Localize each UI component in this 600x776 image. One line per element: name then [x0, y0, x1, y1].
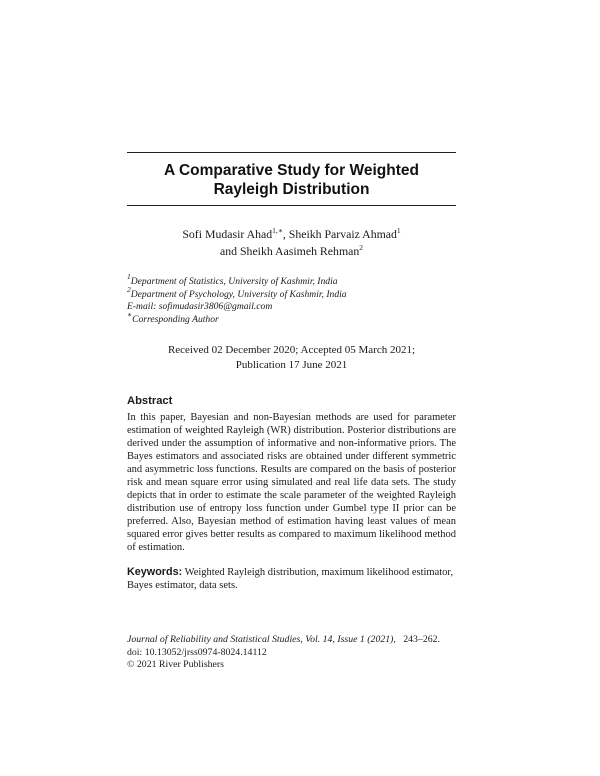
author-email — [127, 301, 467, 314]
author-sup-1: 1,∗ — [272, 226, 283, 235]
page-range: 243–262. — [403, 634, 440, 645]
author-sup-2: 1 — [396, 226, 401, 235]
author-and: and — [219, 244, 238, 258]
author-list — [127, 226, 456, 260]
copyright: © 2021 River Publishers — [127, 659, 224, 671]
affiliation-text: Department of Psychology, University of Kashmir, India — [130, 288, 347, 300]
affiliation-sup: 1 — [127, 272, 131, 281]
dates-line-1: Received 02 December 2020; Accepted 05 March 2021; — [167, 344, 416, 356]
dates-line-2: Publication 17 June 2021 — [235, 359, 348, 371]
affiliation-sup: ∗ — [127, 309, 133, 319]
email-text: E-mail: sofimudasir3806@gmail.com — [127, 301, 273, 313]
journal-citation — [127, 634, 467, 647]
author-name-2: Sheikh Parvaiz Ahmad — [288, 227, 397, 241]
affiliation-text: Department of Statistics, University of Kashmir, India — [130, 276, 338, 287]
abstract-heading: Abstract — [127, 395, 173, 407]
paper-title — [127, 161, 456, 199]
title-rule-top — [127, 152, 456, 153]
publication-dates — [127, 343, 456, 373]
citation-footer — [127, 634, 467, 672]
abstract-text: In this paper, Bayesian and non-Bayesian methods are used for parameter estimation of weighted Rayleigh (WR) distribution. Posterior distributions are derived under the assumption of informative and non-informative priors. The Bayes estimators and associated risks are obtained under different symmetric and asymmetric loss functions. Results are compared on the basis of posterior risk and mean square error using simulated and real life data sets. The study depicts that in order to estimate the scale parameter of the weighted Rayleigh distribution use of entropy loss function under Gumbel type II prior can be preferred. Also, Bayesian method of estimation having least values of mean squared error gives better results as compared to maximum likelihood method of estimation. — [127, 412, 456, 553]
keywords — [127, 566, 456, 593]
title-line-2: Rayleigh Distribution — [213, 181, 370, 198]
keywords-text: Weighted Rayleigh distribution, maximum likelihood estimator, Bayes estimator, data sets. — [127, 567, 454, 592]
journal-name: Journal of Reliability and Statistical Studies, Vol. 14, Issue 1 (2021), — [127, 634, 396, 645]
title-line-1: A Comparative Study for Weighted — [164, 162, 419, 179]
author-line-1: Sofi Mudasir Ahad$^{1,∗}$, Sheikh Parvaiz Ahmad$^1$ — [182, 226, 401, 241]
affiliation-sup: 2 — [127, 284, 131, 294]
doi: doi: 10.13052/jrss0974-8024.14112 — [127, 646, 267, 658]
keywords-label: Keywords: — [127, 566, 183, 578]
corresponding-author-note — [127, 309, 467, 327]
author-line-2 — [127, 243, 456, 260]
title-rule-bottom — [127, 205, 456, 206]
author-sup-3: 2 — [359, 243, 363, 252]
affiliations — [127, 272, 467, 326]
author-name-3: Sheikh Aasimeh Rehman — [239, 244, 360, 258]
affiliation-text: Corresponding Author — [132, 313, 219, 325]
affiliation-2 — [127, 284, 467, 302]
author-name-1: Sofi Mudasir Ahad — [182, 227, 273, 241]
affiliation-1 — [127, 272, 467, 289]
